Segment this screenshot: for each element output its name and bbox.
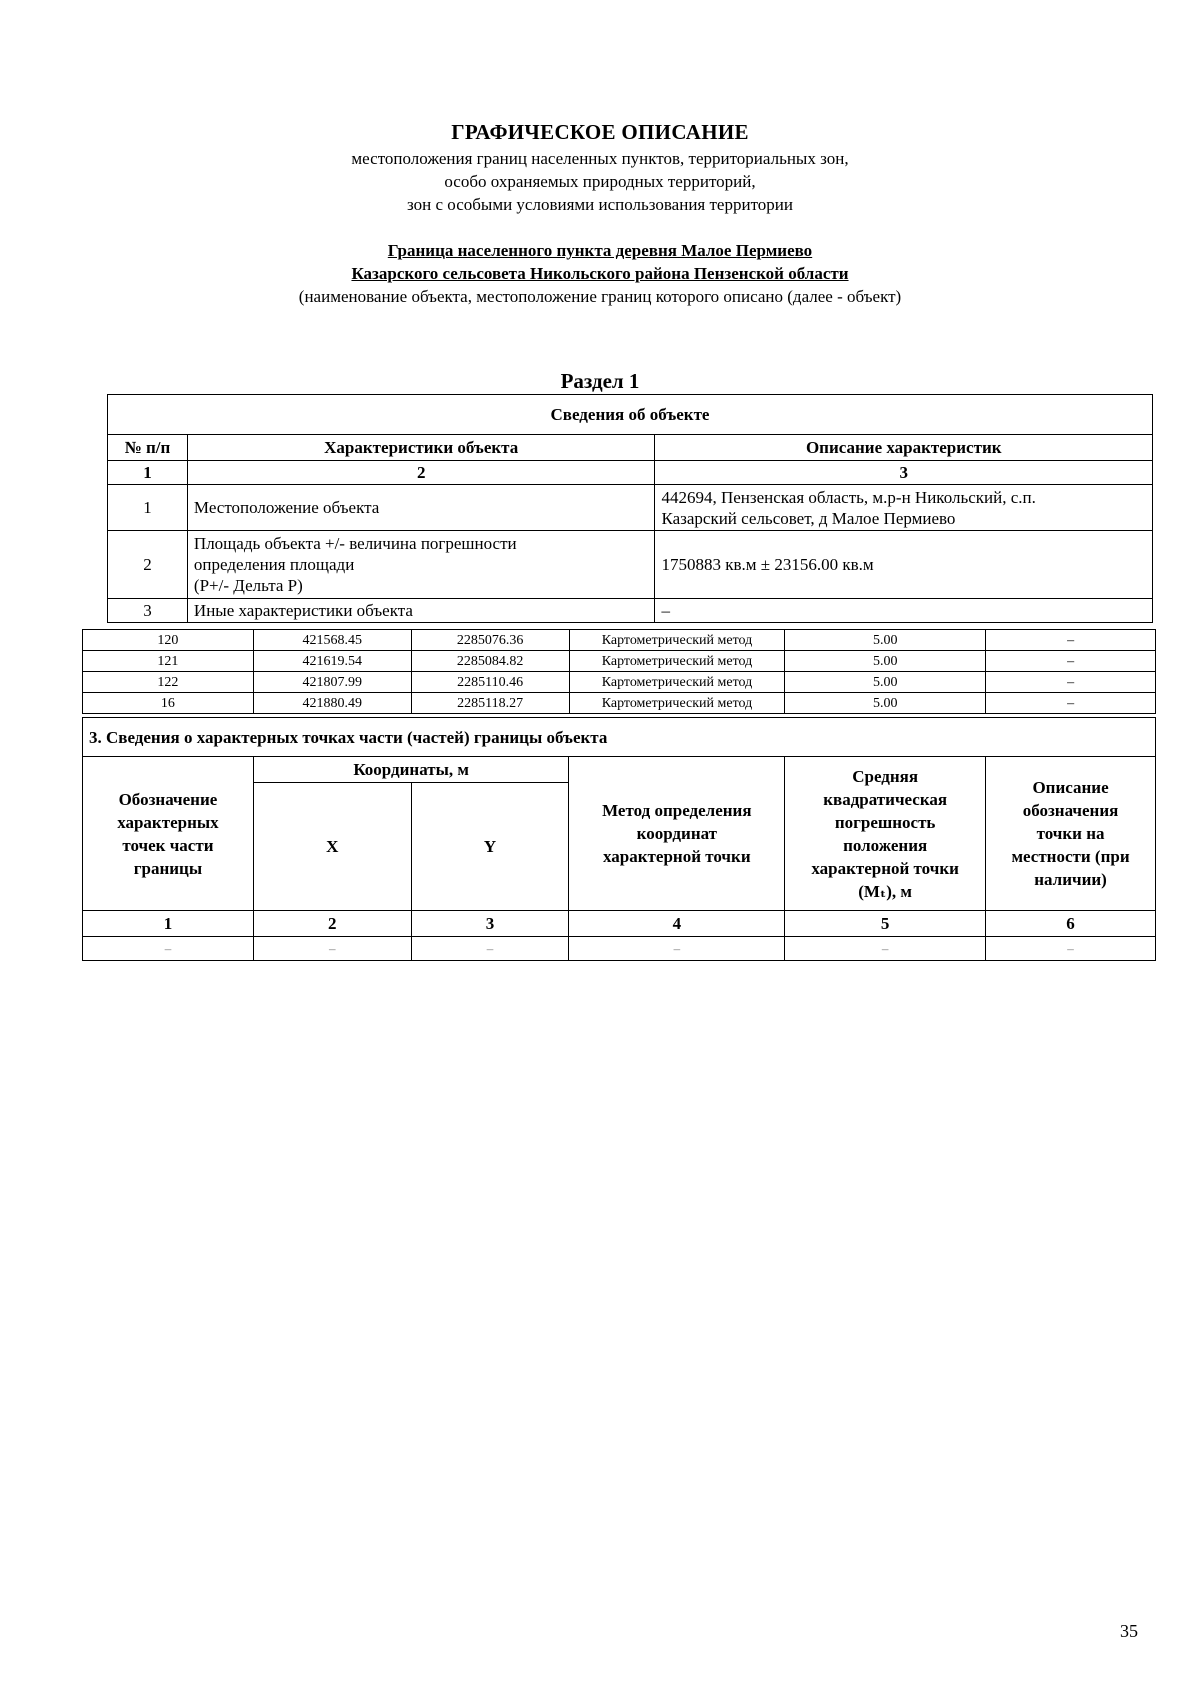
coord-y: 2285076.36 xyxy=(411,630,569,651)
method-cell: Картометрический метод xyxy=(569,693,785,714)
column-number: 2 xyxy=(187,461,655,485)
section-title: Раздел 1 xyxy=(560,369,640,393)
table-row xyxy=(108,485,1153,531)
column-number: 1 xyxy=(83,911,254,937)
column-number: 3 xyxy=(655,461,1153,485)
row-number: 3 xyxy=(108,599,188,623)
part-boundary-points-table xyxy=(82,717,1156,961)
coord-x: 421880.49 xyxy=(253,693,411,714)
characteristic-cell: Иные характеристики объекта xyxy=(187,599,655,623)
column-header-x: X xyxy=(253,783,411,911)
accuracy-cell: 5.00 xyxy=(785,693,986,714)
description-cell: – xyxy=(986,630,1156,651)
column-header-designation: Обозначение характерных точек части границы xyxy=(83,757,254,911)
empty-cell: – xyxy=(253,937,411,961)
point-number: 121 xyxy=(83,651,254,672)
table-row xyxy=(108,599,1153,623)
description-cell: – xyxy=(986,693,1156,714)
subtitle-line: особо охраняемых природных территорий, xyxy=(444,172,756,191)
coord-y: 2285110.46 xyxy=(411,672,569,693)
coord-y: 2285118.27 xyxy=(411,693,569,714)
accuracy-cell: 5.00 xyxy=(785,651,986,672)
coord-x: 421619.54 xyxy=(253,651,411,672)
empty-cell: – xyxy=(986,937,1156,961)
characteristic-cell: Площадь объекта +/- величина погрешности определения площади (P+/- Дельта P) xyxy=(187,531,655,599)
document-title: ГРАФИЧЕСКОЕ ОПИСАНИЕ xyxy=(451,120,749,144)
empty-cell: – xyxy=(569,937,785,961)
table-row xyxy=(83,672,1156,693)
page-number: 35 xyxy=(1120,1621,1138,1641)
row-number: 1 xyxy=(108,485,188,531)
boundary-points-table xyxy=(82,629,1156,714)
table-row xyxy=(108,531,1153,599)
point-number: 16 xyxy=(83,693,254,714)
column-number: 5 xyxy=(785,911,986,937)
table-heading: Сведения об объекте xyxy=(108,395,1153,435)
description-cell: – xyxy=(986,651,1156,672)
column-header-accuracy: Средняя квадратическая погрешность положения характерной точки (Mₜ), м xyxy=(785,757,986,911)
method-cell: Картометрический метод xyxy=(569,651,785,672)
method-cell: Картометрический метод xyxy=(569,630,785,651)
empty-cell: – xyxy=(411,937,569,961)
subtitle-line: зон с особыми условиями использования территории xyxy=(407,195,793,214)
column-number: 1 xyxy=(108,461,188,485)
section-heading: 3. Сведения о характерных точках части (частей) границы объекта xyxy=(83,718,1156,757)
subtitle-line: местоположения границ населенных пунктов, территориальных зон, xyxy=(351,149,849,168)
column-number: 3 xyxy=(411,911,569,937)
coord-y: 2285084.82 xyxy=(411,651,569,672)
description-cell: 1750883 кв.м ± 23156.00 кв.м xyxy=(655,531,1153,599)
coord-x: 421807.99 xyxy=(253,672,411,693)
column-header-method: Метод определения координат характерной точки xyxy=(569,757,785,911)
column-number: 6 xyxy=(986,911,1156,937)
table-row xyxy=(83,630,1156,651)
table-row xyxy=(83,651,1156,672)
description-cell: 442694, Пензенская область, м.р-н Никольский, с.п. Казарский сельсовет, д Малое Пермиево xyxy=(655,485,1153,531)
object-info-table xyxy=(107,394,1153,623)
table-row xyxy=(83,937,1156,961)
object-name-line: Граница населенного пункта деревня Малое Пермиево xyxy=(387,241,813,260)
object-caption: (наименование объекта, местоположение границ которого описано (далее - объект) xyxy=(298,287,902,306)
point-number: 122 xyxy=(83,672,254,693)
point-number: 120 xyxy=(83,630,254,651)
method-cell: Картометрический метод xyxy=(569,672,785,693)
table-row xyxy=(83,693,1156,714)
column-header-coordinates: Координаты, м xyxy=(253,757,569,783)
empty-cell: – xyxy=(83,937,254,961)
description-cell: – xyxy=(655,599,1153,623)
column-number: 4 xyxy=(569,911,785,937)
row-number: 2 xyxy=(108,531,188,599)
coord-x: 421568.45 xyxy=(253,630,411,651)
accuracy-cell: 5.00 xyxy=(785,672,986,693)
object-name-line: Казарского сельсовета Никольского района Пензенской области xyxy=(351,264,849,283)
column-header: № п/п xyxy=(108,435,188,461)
empty-cell: – xyxy=(785,937,986,961)
column-number: 2 xyxy=(253,911,411,937)
column-header-y: Y xyxy=(411,783,569,911)
accuracy-cell: 5.00 xyxy=(785,630,986,651)
column-header: Характеристики объекта xyxy=(187,435,655,461)
characteristic-cell: Местоположение объекта xyxy=(187,485,655,531)
description-cell: – xyxy=(986,672,1156,693)
column-header: Описание характеристик xyxy=(655,435,1153,461)
column-header-description: Описание обозначения точки на местности (при наличии) xyxy=(986,757,1156,911)
